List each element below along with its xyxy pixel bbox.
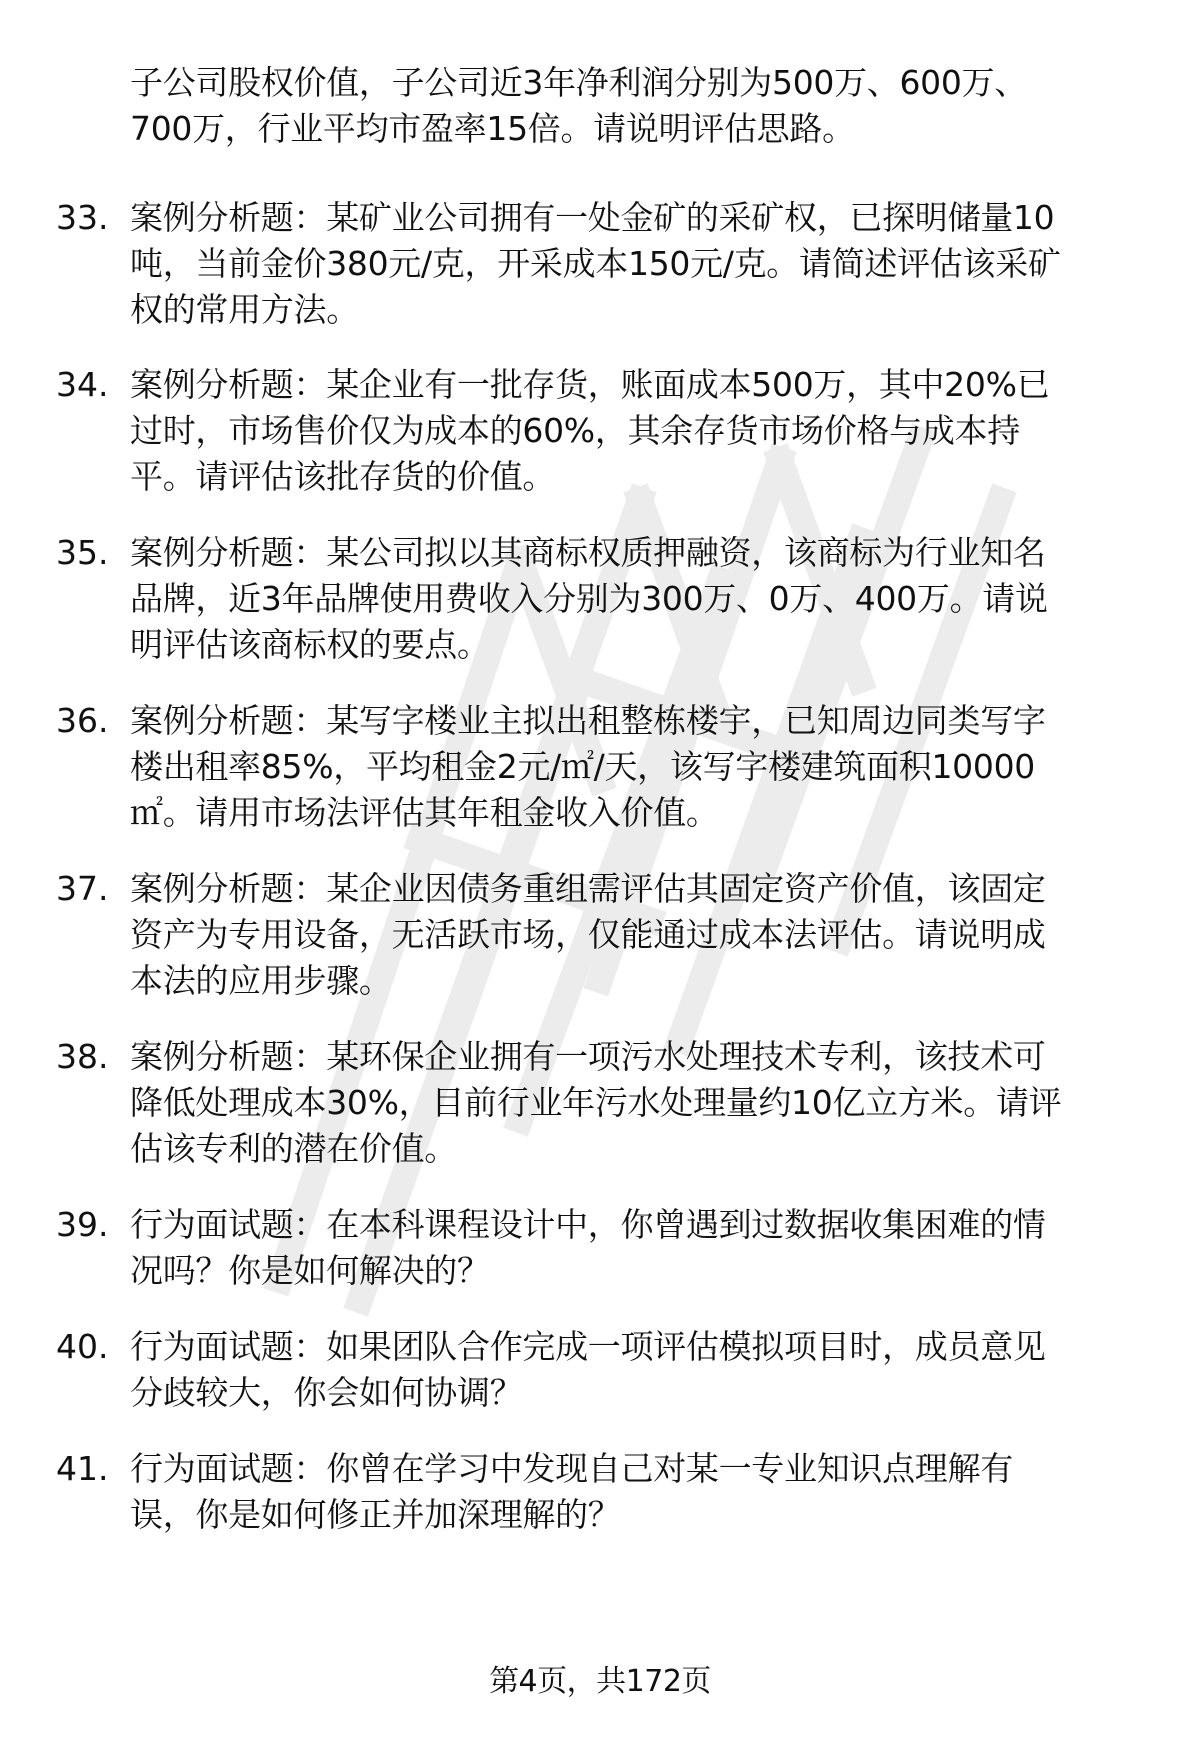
question-number: 41. (56, 1449, 109, 1488)
text-line: 案例分析题：某矿业公司拥有一处金矿的采矿权，已探明储量10 (130, 198, 1055, 237)
text-line: 楼出租率85%，平均租金2元/㎡/天，该写字楼建筑面积10000 (130, 747, 1035, 786)
text-line: 分歧较大，你会如何协调？ (130, 1373, 523, 1412)
text-line: 权的常用方法。 (130, 290, 359, 329)
question-text (130, 362, 1170, 500)
text-line: 过时，市场售价仅为成本的60%，其余存货市场价格与成本持 (130, 411, 1020, 450)
text-line: 行为面试题：如果团队合作完成一项评估模拟项目时，成员意见 (130, 1327, 1046, 1366)
text-line: 案例分析题：某企业因债务重组需评估其固定资产价值，该固定 (130, 869, 1046, 908)
text-line: 误，你是如何修正并加深理解的？ (130, 1495, 621, 1534)
text-line: 降低处理成本30%，目前行业年污水处理量约10亿立方米。请评 (130, 1083, 1062, 1122)
text-line: 品牌，近3年品牌使用费收入分别为300万、0万、400万。请说 (130, 579, 1048, 618)
text-line: 行为面试题：在本科课程设计中，你曾遇到过数据收集困难的情 (130, 1205, 1046, 1244)
question-text (130, 1324, 1170, 1416)
text-line: 子公司股权价值，子公司近3年净利润分别为500万、600万、 (130, 63, 1027, 102)
question-number: 39. (56, 1205, 109, 1244)
question-text (130, 195, 1170, 333)
question-text (130, 698, 1170, 836)
question-number: 35. (56, 533, 109, 572)
question-number: 34. (56, 365, 109, 404)
question-text (130, 866, 1170, 1004)
question-text (130, 1202, 1170, 1294)
page-number-footer: 第4页，共172页 (489, 1664, 711, 1699)
question-number: 37. (56, 869, 109, 908)
text-line: 吨，当前金价380元/克，开采成本150元/克。请简述评估该采矿 (130, 244, 1061, 283)
question-text (130, 1446, 1170, 1538)
text-line: 案例分析题：某环保企业拥有一项污水处理技术专利，该技术可 (130, 1037, 1046, 1076)
text-line: 700万，行业平均市盈率15倍。请说明评估思路。 (130, 109, 855, 148)
question-text (130, 60, 1170, 152)
question-text (130, 530, 1170, 668)
text-line: 案例分析题：某公司拟以其商标权质押融资，该商标为行业知名 (130, 533, 1046, 572)
question-number: 38. (56, 1037, 109, 1076)
text-line: 明评估该商标权的要点。 (130, 625, 490, 664)
text-line: 况吗？你是如何解决的？ (130, 1251, 490, 1290)
text-line: 案例分析题：某企业有一批存货，账面成本500万，其中20%已 (130, 365, 1050, 404)
text-line: 资产为专用设备，无活跃市场，仅能通过成本法评估。请说明成 (130, 915, 1046, 954)
question-number: 40. (56, 1327, 109, 1366)
text-line: 估该专利的潜在价值。 (130, 1129, 458, 1168)
text-line: 本法的应用步骤。 (130, 961, 392, 1000)
question-number: 33. (56, 198, 109, 237)
text-line: ㎡。请用市场法评估其年租金收入价值。 (130, 793, 719, 832)
text-line: 行为面试题：你曾在学习中发现自己对某一专业知识点理解有 (130, 1449, 1013, 1488)
text-line: 案例分析题：某写字楼业主拟出租整栋楼宇，已知周边同类写字 (130, 701, 1046, 740)
question-number: 36. (56, 701, 109, 740)
text-line: 平。请评估该批存货的价值。 (130, 457, 556, 496)
question-text (130, 1034, 1170, 1172)
